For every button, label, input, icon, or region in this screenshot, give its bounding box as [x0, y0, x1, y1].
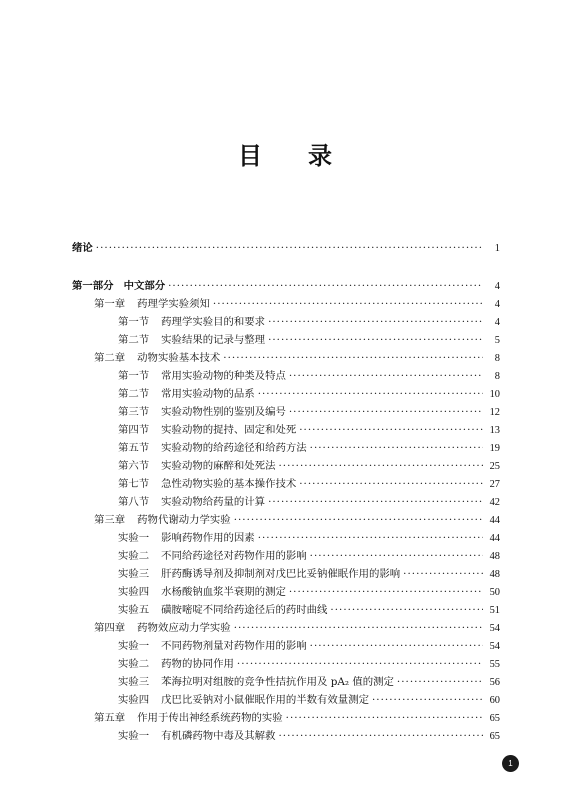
- leader-dots: [213, 296, 483, 313]
- toc-section-number: 第三节: [118, 406, 150, 418]
- toc-part-number: 第一部分: [72, 280, 114, 292]
- leader-dots: [268, 332, 483, 349]
- toc-chapter-number: 第四章: [94, 622, 126, 634]
- toc-experiment[interactable]: [72, 548, 500, 565]
- toc-entry-page: 27: [489, 479, 500, 490]
- toc-experiment-number: 实验二: [118, 658, 150, 670]
- toc-entry-label: 苯海拉明对组胺的竞争性拮抗作用及 pA₂ 值的测定: [161, 676, 394, 688]
- leader-dots: [310, 548, 483, 565]
- toc-entry-page: 65: [489, 731, 500, 742]
- toc-chapter-number: 第五章: [94, 712, 126, 724]
- toc-section[interactable]: [72, 422, 500, 439]
- toc-chapter-2[interactable]: [72, 350, 500, 367]
- toc-entry-page: 4: [494, 281, 500, 292]
- toc-entry-page: 19: [489, 443, 500, 454]
- leader-dots: [372, 692, 483, 709]
- toc-entry-page: 12: [489, 407, 500, 418]
- toc-entry-label: 实验动物给药量的计算: [161, 496, 266, 508]
- toc-entry-label: 戊巴比妥钠对小鼠催眠作用的半数有效量测定: [161, 694, 369, 706]
- toc-experiment-number: 实验五: [118, 604, 150, 616]
- toc-experiment-number: 实验一: [118, 640, 150, 652]
- toc-experiment-number: 实验二: [118, 550, 150, 562]
- toc-entry-page: 65: [489, 713, 500, 724]
- toc-entry-page: 1: [494, 243, 500, 254]
- toc-entry-label: 急性动物实验的基本操作技术: [161, 478, 297, 490]
- toc-section[interactable]: [72, 494, 500, 511]
- toc-section-number: 第二节: [118, 334, 150, 346]
- toc-experiment[interactable]: [72, 530, 500, 547]
- toc-entry-page: 50: [489, 587, 500, 598]
- toc-experiment[interactable]: [72, 566, 500, 583]
- toc-entry-page: 55: [489, 659, 500, 670]
- toc-entry-page: 51: [489, 605, 500, 616]
- toc-experiment[interactable]: [72, 656, 500, 673]
- leader-dots: [268, 314, 483, 331]
- leader-dots: [258, 386, 483, 403]
- toc-entry-label: 实验动物性别的鉴别及编号: [161, 406, 286, 418]
- leader-dots: [403, 566, 483, 583]
- toc-entry-intro[interactable]: [72, 240, 500, 257]
- toc-entry-page: 60: [489, 695, 500, 706]
- toc-entry-label: 实验动物的捉持、固定和处死: [161, 424, 297, 436]
- toc-section[interactable]: [72, 476, 500, 493]
- toc-entry-page: 42: [489, 497, 500, 508]
- toc-chapter-1[interactable]: [72, 296, 500, 313]
- leader-dots: [299, 422, 483, 439]
- toc-entry-label: 有机磷药物中毒及其解救: [161, 730, 276, 742]
- leader-dots: [168, 278, 483, 295]
- leader-dots: [289, 404, 483, 421]
- leader-dots: [397, 674, 483, 691]
- toc-experiment[interactable]: [72, 638, 500, 655]
- toc-chapter-4[interactable]: [72, 620, 500, 637]
- toc-entry-label: 水杨酸钠血浆半衰期的测定: [161, 586, 286, 598]
- toc-entry-label: 常用实验动物的品系: [161, 388, 255, 400]
- toc-section[interactable]: [72, 404, 500, 421]
- toc-entry-label: 磺胺嘧啶不同给药途径后的药时曲线: [161, 604, 328, 616]
- leader-dots: [310, 638, 483, 655]
- leader-dots: [237, 656, 483, 673]
- toc-entry-label: 药物代谢动力学实验: [137, 514, 231, 526]
- leader-dots: [289, 368, 483, 385]
- toc-entry-label: 不同给药途径对药物作用的影响: [161, 550, 307, 562]
- toc-entry-label: 作用于传出神经系统药物的实验: [137, 712, 283, 724]
- leader-dots: [258, 530, 483, 547]
- toc-section[interactable]: [72, 314, 500, 331]
- toc-entry-label: 药物的协同作用: [161, 658, 234, 670]
- toc-section[interactable]: [72, 368, 500, 385]
- leader-dots: [234, 512, 483, 529]
- toc-entry-label: 实验动物的给药途径和给药方法: [161, 442, 307, 454]
- toc-entry-page: 54: [489, 641, 500, 652]
- toc-experiment-number: 实验三: [118, 676, 150, 688]
- toc-section-number: 第五节: [118, 442, 150, 454]
- toc-entry-page: 44: [489, 533, 500, 544]
- leader-dots: [299, 476, 483, 493]
- title-char-1: 目: [238, 142, 264, 170]
- toc-section-number: 第七节: [118, 478, 150, 490]
- toc-section-number: 第六节: [118, 460, 150, 472]
- toc-chapter-5[interactable]: [72, 710, 500, 727]
- toc-entry-page: 44: [489, 515, 500, 526]
- toc-entry-label: 肝药酶诱导剂及抑制剂对戊巴比妥钠催眠作用的影响: [161, 568, 401, 580]
- page-title: [0, 136, 572, 171]
- toc-entry-page: 5: [494, 335, 500, 346]
- toc-chapter-3[interactable]: [72, 512, 500, 529]
- toc-entry-label: 动物实验基本技术: [137, 352, 221, 364]
- toc-chapter-number: 第三章: [94, 514, 126, 526]
- leader-dots: [310, 440, 483, 457]
- toc-entry-page: 10: [489, 389, 500, 400]
- toc-experiment[interactable]: [72, 602, 500, 619]
- toc-entry-label: 实验动物的麻醉和处死法: [161, 460, 276, 472]
- leader-dots: [289, 584, 483, 601]
- toc-entry-page: 4: [494, 299, 500, 310]
- toc-section[interactable]: [72, 440, 500, 457]
- toc-section-number: 第四节: [118, 424, 150, 436]
- toc-section-number: 第一节: [118, 370, 150, 382]
- toc-entry-page: 8: [494, 371, 500, 382]
- toc-entry-page: 54: [489, 623, 500, 634]
- toc-entry-label: 不同药物剂量对药物作用的影响: [161, 640, 307, 652]
- toc-experiment-number: 实验四: [118, 694, 150, 706]
- toc-chapter-number: 第二章: [94, 352, 126, 364]
- toc-section-number: 第八节: [118, 496, 150, 508]
- toc-section-number: 第二节: [118, 388, 150, 400]
- toc-section[interactable]: [72, 332, 500, 349]
- toc-entry-page: 48: [489, 569, 500, 580]
- toc-entry-label: 中文部分: [123, 280, 166, 292]
- toc-experiment[interactable]: [72, 728, 500, 745]
- toc-experiment[interactable]: [72, 692, 500, 709]
- leader-dots: [234, 620, 483, 637]
- page-number-badge: 1: [502, 755, 519, 772]
- toc-entry-label: 药理学实验目的和要求: [161, 316, 266, 328]
- toc-experiment-number: 实验四: [118, 586, 150, 598]
- leader-dots: [96, 240, 483, 257]
- toc-entry-page: 4: [494, 317, 500, 328]
- toc-chapter-number: 第一章: [94, 298, 126, 310]
- toc-entry-page: 25: [489, 461, 500, 472]
- toc-experiment-number: 实验一: [118, 730, 150, 742]
- leader-dots: [223, 350, 483, 367]
- leader-dots: [278, 728, 483, 745]
- toc-entry-part1[interactable]: [72, 278, 500, 295]
- leader-dots: [268, 494, 483, 511]
- leader-dots: [278, 458, 483, 475]
- toc-entry-page: 13: [489, 425, 500, 436]
- leader-dots: [330, 602, 483, 619]
- toc-entry-page: 48: [489, 551, 500, 562]
- toc-entry-label: 实验结果的记录与整理: [161, 334, 266, 346]
- toc-section-number: 第一节: [118, 316, 150, 328]
- toc-entry-label: 药理学实验须知: [137, 298, 210, 310]
- toc-entry-page: 56: [489, 677, 500, 688]
- toc-entry-label: 常用实验动物的种类及特点: [161, 370, 286, 382]
- toc-experiment-number: 实验一: [118, 532, 150, 544]
- toc-section[interactable]: [72, 458, 500, 475]
- title-char-2: 录: [308, 142, 334, 170]
- toc-entry-label: 影响药物作用的因素: [161, 532, 255, 544]
- toc-entry-label: 药物效应动力学实验: [137, 622, 231, 634]
- toc-experiment-number: 实验三: [118, 568, 150, 580]
- toc-section[interactable]: [72, 386, 500, 403]
- toc-experiment[interactable]: [72, 584, 500, 601]
- toc-experiment[interactable]: [72, 674, 500, 691]
- toc-entry-page: 8: [494, 353, 500, 364]
- toc-entry-label: 绪论: [72, 242, 93, 254]
- leader-dots: [286, 710, 483, 727]
